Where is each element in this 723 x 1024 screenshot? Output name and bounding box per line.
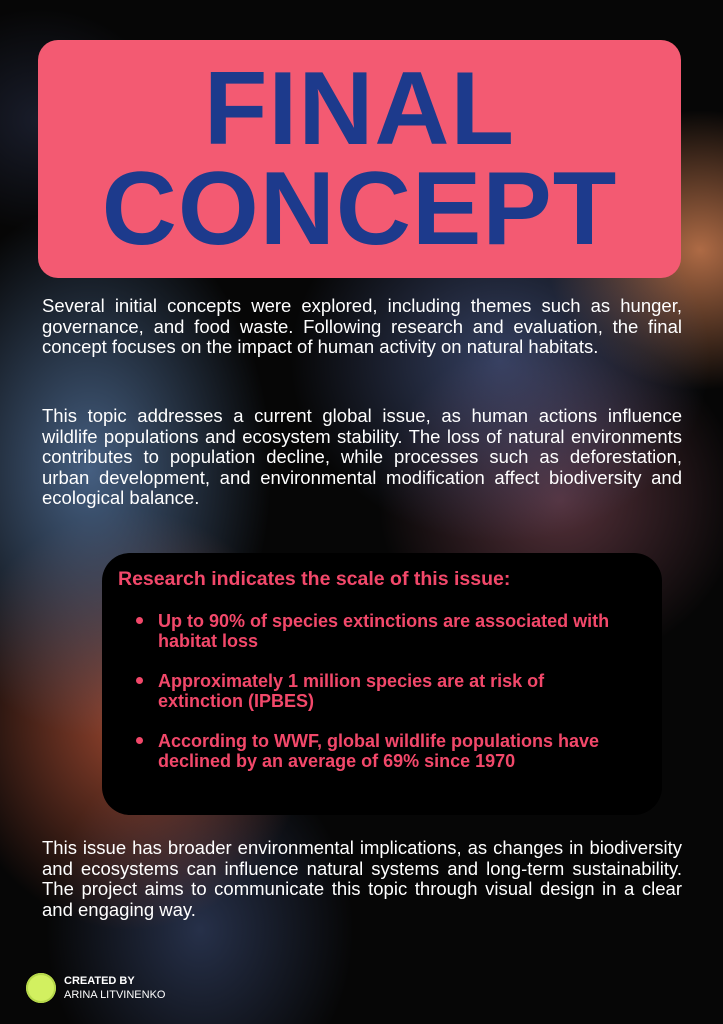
research-item (136, 611, 616, 651)
bullet-icon (136, 617, 143, 624)
credit-block (26, 973, 165, 1003)
bullet-icon (136, 737, 143, 744)
title-line-2: CONCEPT (101, 151, 618, 267)
title-line-1: FINAL (203, 51, 516, 167)
research-item-text: Up to 90% of species extinctions are associated with habitat loss (158, 611, 610, 651)
research-item (136, 671, 616, 711)
credit-label: CREATED BY (64, 975, 135, 987)
title-banner (38, 40, 681, 278)
research-heading: Research indicates the scale of this issue: (118, 568, 511, 590)
research-item-text: Approximately 1 million species are at risk of extinction (IPBES) (158, 671, 545, 711)
issue-paragraph: This topic addresses a current global issue, as human actions influence wildlife populations and ecosystem stability. The loss of natural environments contributes to population decline, while processes such as deforestation, urban development, and environmental modification affect biodiversity and ecological balance. (42, 405, 682, 508)
credit-text (64, 974, 165, 1002)
research-item (136, 731, 616, 771)
research-list (136, 611, 616, 791)
bullet-icon (136, 677, 143, 684)
intro-paragraph: Several initial concepts were explored, including themes such as hunger, governance, and food waste. Following research and evaluation, the final concept focuses on the impact of human activity on natural habitats. (42, 295, 682, 357)
conclusion-paragraph: This issue has broader environmental implications, as changes in biodiversity and ecosystems can influence natural systems and long-term sustainability. The project aims to communicate this topic through visual design in a clear and engaging way. (42, 837, 682, 920)
research-item-text: According to WWF, global wildlife populations have declined by an average of 69% since 1970 (158, 731, 599, 771)
research-box (102, 553, 662, 815)
credit-author: ARINA LITVINENKO (64, 989, 166, 1001)
logo-circle-icon (26, 973, 56, 1003)
